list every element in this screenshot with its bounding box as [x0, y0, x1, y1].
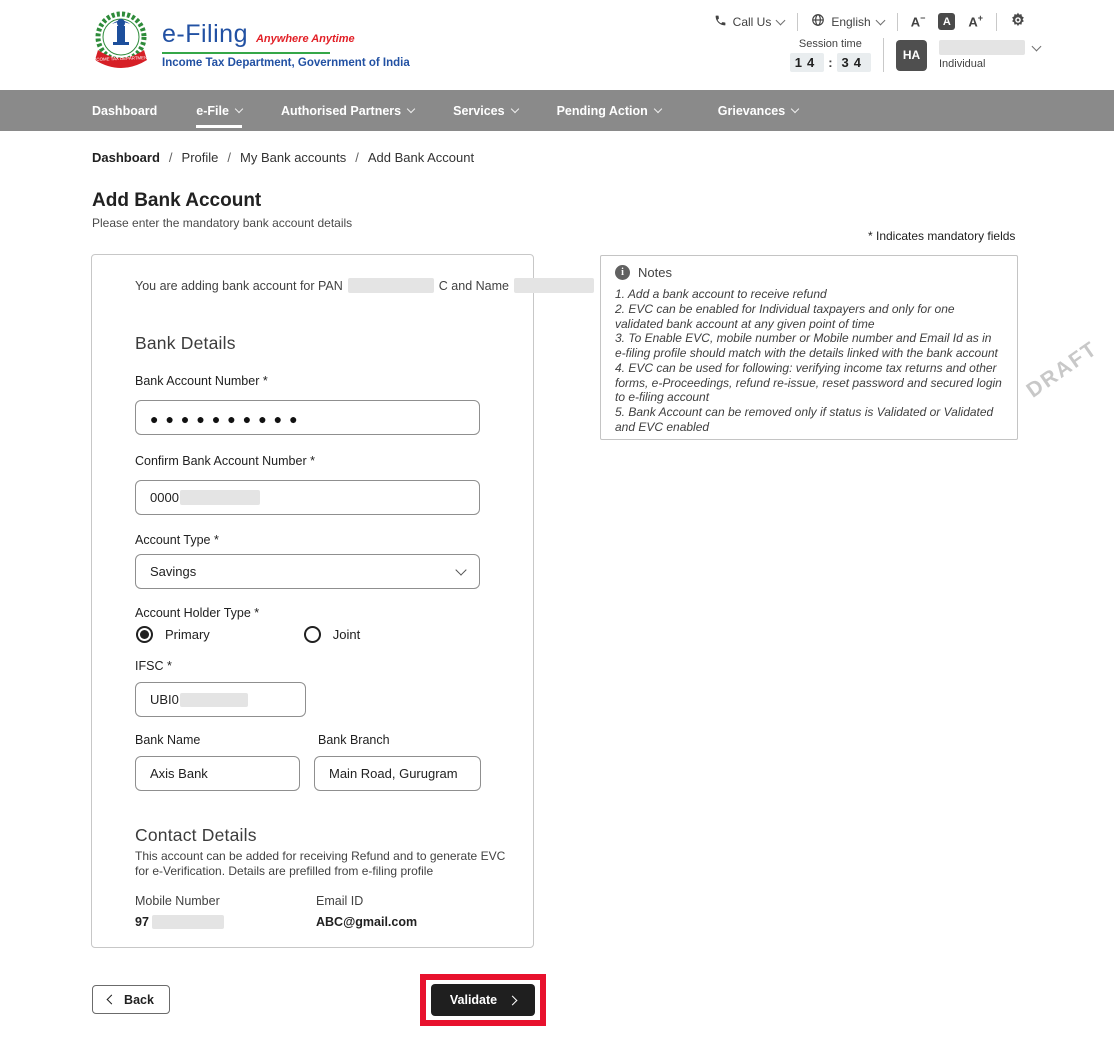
contact-details-description: This account can be added for receiving Refund and to generate EVC for e-Verification. Details are prefilled from e-filing profile — [135, 849, 506, 878]
pan-redacted — [348, 278, 434, 293]
chevron-down-icon — [654, 105, 662, 113]
notes-panel — [600, 255, 1018, 440]
email-id-label: Email ID — [316, 894, 364, 908]
draft-watermark: DRAFT — [1022, 336, 1103, 403]
font-size-decrease-button[interactable]: A− — [910, 13, 926, 30]
chevron-down-icon — [875, 15, 885, 25]
confirm-account-number-input[interactable]: 0000 — [135, 480, 480, 515]
back-button[interactable]: Back — [92, 985, 170, 1014]
active-tab-underline — [196, 125, 242, 128]
note-item: 1. Add a bank account to receive refund — [615, 287, 827, 301]
session-time-label: Session time — [798, 38, 862, 50]
session-minutes: 14 — [790, 53, 824, 72]
main-navigation — [0, 90, 1114, 131]
brand-green-rule — [162, 52, 330, 54]
call-us-label: Call Us — [732, 14, 772, 29]
svg-text:INCOME TAX DEPARTMENT: INCOME TAX DEPARTMENT — [92, 54, 150, 63]
user-type-label: Individual — [939, 58, 986, 70]
chevron-down-icon — [776, 15, 786, 25]
globe-icon — [811, 13, 825, 30]
utility-toolbar — [714, 12, 1026, 31]
validate-annotation-highlight — [420, 974, 546, 1026]
bank-name-input[interactable]: Axis Bank — [135, 756, 300, 791]
validate-button[interactable]: Validate — [431, 984, 535, 1016]
nav-item-authorised-partners[interactable]: Authorised Partners — [281, 104, 414, 118]
brand-logo-block[interactable] — [92, 10, 410, 79]
account-type-label: Account Type * — [135, 533, 219, 547]
mobile-number-value: 97 — [135, 911, 224, 929]
call-us-menu[interactable] — [714, 14, 785, 30]
ifsc-redacted — [180, 693, 248, 707]
brand-department: Income Tax Department, Government of India — [162, 57, 410, 69]
chevron-down-icon — [791, 105, 799, 113]
ifsc-input[interactable]: UBI0 — [135, 682, 306, 717]
breadcrumb-dashboard[interactable]: Dashboard — [92, 150, 160, 165]
page-title: Add Bank Account — [92, 190, 262, 211]
nav-item-dashboard[interactable]: Dashboard — [92, 103, 158, 118]
chevron-left-icon — [107, 995, 117, 1005]
info-icon: i — [615, 265, 630, 280]
contact-details-heading: Contact Details — [135, 825, 257, 845]
account-number-label: Bank Account Number * — [135, 374, 268, 388]
note-item: 4. EVC can be used for following: verifying income tax returns and other forms, e-Proceedings, refund re-issue, reset password and secured login to e-filing account — [615, 360, 1002, 405]
divider — [996, 13, 997, 31]
efiling-wordmark: e-Filing — [162, 20, 248, 48]
account-number-input[interactable]: ●●●●●●●●●● — [135, 400, 480, 435]
email-id-value: ABC@gmail.com — [316, 915, 418, 929]
user-avatar[interactable]: HA — [896, 40, 927, 71]
top-header — [0, 0, 1114, 90]
divider — [897, 13, 898, 31]
divider — [883, 38, 884, 72]
language-label: English — [831, 14, 871, 29]
mandatory-fields-note: * Indicates mandatory fields — [868, 229, 1016, 243]
name-redacted — [514, 278, 594, 293]
chevron-down-icon — [235, 105, 243, 113]
confirm-account-redacted — [180, 490, 260, 505]
accessibility-settings-icon[interactable] — [1010, 12, 1026, 31]
pan-info-line: You are adding bank account for PAN C and Name — [135, 278, 594, 293]
notes-title: Notes — [638, 265, 672, 280]
user-menu[interactable] — [939, 40, 1040, 55]
breadcrumb-profile[interactable]: Profile — [181, 150, 219, 165]
bank-branch-input[interactable]: Main Road, Gurugram — [314, 756, 481, 791]
bank-account-form-card — [91, 254, 534, 948]
chevron-down-icon — [407, 105, 415, 113]
session-user-block — [790, 38, 1040, 72]
page-subtitle: Please enter the mandatory bank account details — [92, 216, 353, 230]
radio-unselected-icon — [304, 626, 321, 643]
confirm-account-number-label: Confirm Bank Account Number * — [135, 454, 315, 468]
breadcrumb: Dashboard / Profile / My Bank accounts / Add Bank Account — [92, 150, 475, 165]
chevron-down-icon — [455, 564, 466, 575]
bank-name-label: Bank Name — [135, 733, 201, 747]
radio-primary[interactable]: Primary — [136, 626, 210, 643]
divider — [797, 13, 798, 31]
note-item: 3. To Enable EVC, mobile number or Mobile number and Email Id as in e-filing profile should match with the details linked with the bank account — [615, 331, 998, 360]
session-timer: Session time 14 : 34 — [790, 38, 871, 72]
chevron-down-icon — [510, 105, 518, 113]
mobile-redacted — [152, 915, 224, 929]
nav-item-grievances[interactable]: Grievances — [718, 104, 798, 118]
phone-icon — [714, 14, 727, 30]
breadcrumb-my-bank-accounts[interactable]: My Bank accounts — [240, 150, 347, 165]
note-item: 5. Bank Account can be removed only if status is Validated or Validated and EVC enabled — [615, 405, 994, 434]
bank-branch-label: Bank Branch — [318, 733, 390, 747]
nav-item-pending-action[interactable]: Pending Action — [557, 104, 661, 118]
note-item: 2. EVC can be enabled for Individual taxpayers and only for one validated bank account at any given point of time — [615, 301, 955, 331]
account-holder-type-label: Account Holder Type * — [135, 606, 260, 620]
user-name-redacted — [939, 40, 1025, 55]
chevron-down-icon — [1032, 41, 1042, 51]
mobile-number-label: Mobile Number — [135, 894, 220, 908]
brand-tagline: Anywhere Anytime — [255, 33, 355, 45]
chevron-right-icon — [508, 995, 518, 1005]
radio-joint[interactable]: Joint — [304, 626, 360, 643]
session-seconds: 34 — [837, 53, 871, 72]
nav-item-services[interactable]: Services — [453, 104, 517, 118]
bank-details-heading: Bank Details — [135, 333, 236, 353]
nav-item-efile[interactable]: e-File — [196, 104, 242, 118]
income-tax-emblem-icon — [92, 10, 150, 79]
radio-selected-icon — [136, 626, 153, 643]
font-size-increase-button[interactable]: A+ — [968, 13, 983, 30]
breadcrumb-add-bank-account: Add Bank Account — [367, 150, 475, 165]
account-type-select[interactable]: Savings — [135, 554, 480, 589]
ifsc-label: IFSC * — [135, 659, 172, 673]
language-menu[interactable] — [811, 13, 883, 30]
font-size-normal-button[interactable]: A — [938, 13, 955, 30]
